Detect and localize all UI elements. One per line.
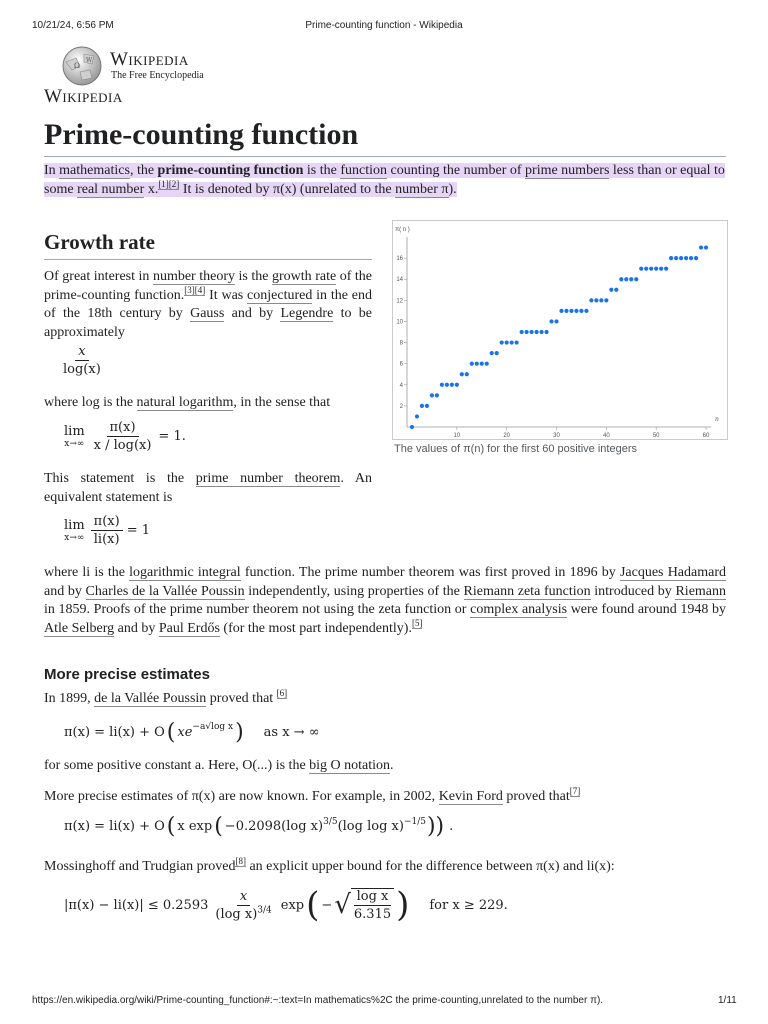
data-point — [410, 425, 414, 429]
data-point — [624, 277, 628, 281]
data-point — [430, 393, 434, 397]
ref-6[interactable]: [6] — [276, 688, 288, 699]
x-tick-label: 60 — [702, 433, 710, 439]
precise-paragraph-2: for some positive constant a. Here, O(...) is the big O notation. — [44, 758, 394, 773]
y-tick-label: 2 — [399, 403, 403, 410]
formula-mossinghoff-trudgian: |π(x) − li(x)| ≤ 0.2593 $\frac{x}{(\log x)^{3/4}}$ exp ( − √ $\frac{\text{log x}}{6.315}$ ) for x ≥ 229. — [64, 885, 508, 925]
x-tick-label: 10 — [453, 433, 461, 439]
link-de-la-vallee-poussin[interactable]: de la Vallée Poussin — [94, 691, 207, 706]
growth-paragraph-3: This statement is the prime number theorem. An equivalent statement is — [44, 471, 372, 505]
x-tick-label: 40 — [603, 433, 610, 439]
precise-paragraph-3: More precise estimates of π(x) are now known. For example, in 2002, Kevin Ford proved that[7] — [44, 786, 581, 804]
formula-dlvp: π(x) = li(x) + O ( xe $^{-a√log x}$ ) as x → ∞ — [64, 720, 320, 745]
wikipedia-wordmark[interactable]: Wikipedia — [110, 49, 189, 70]
link-prime-number-theorem[interactable]: prime number theorem — [195, 471, 341, 486]
y-tick-label: 12 — [396, 298, 403, 305]
link-conjectured[interactable]: conjectured — [247, 287, 313, 303]
growth-paragraph-4: where li is the logarithmic integral function. The prime number theorem was first proved in 1896 by Jacques Hadamard and by Charles de la Vallée Poussin independently, using properties of the Riemann zeta function introduced by Riemann in 1859. Proofs of the prime number theorem not using the zeta function or complex analysis were found around 1948 by Atle Selberg and by Paul Erdős (for the most part independently).[5] — [44, 565, 727, 636]
y-tick-label: 8 — [399, 340, 403, 347]
link-real-number[interactable]: real number — [77, 181, 145, 197]
growth-paragraph-1: Of great interest in number theory is the growth rate of the prime-counting function.[3][4] It was conjectured in the end of the 18th century by Gauss and by Legendre to be approximately — [44, 269, 373, 340]
link-kevin-ford[interactable]: Kevin Ford — [438, 789, 503, 804]
wikipedia-tagline: The Free Encyclopedia — [111, 70, 204, 81]
x-tick-label: 50 — [652, 433, 660, 439]
print-url: https://en.wikipedia.org/wiki/Prime-counting_function#:~:text=In mathematics%2C the prime-counting,unrelated to the number π). — [32, 995, 604, 1006]
data-point — [500, 340, 504, 344]
section-heading-more-precise-estimates: More precise estimates — [44, 666, 210, 683]
link-jacques-hadamard[interactable]: Jacques Hadamard — [619, 565, 726, 580]
link-mathematics[interactable]: mathematics — [59, 163, 130, 178]
print-datetime: 10/21/24, 6:56 PM — [32, 20, 114, 31]
link-number-pi[interactable]: number π — [395, 181, 449, 197]
link-function[interactable]: function — [340, 163, 387, 178]
data-point — [599, 298, 603, 302]
data-point — [679, 256, 683, 260]
link-riemann[interactable]: Riemann — [675, 583, 727, 599]
prime-counting-chart — [393, 221, 727, 439]
data-point — [654, 267, 658, 271]
ref-5[interactable]: [5] — [411, 617, 423, 628]
y-tick-label: 4 — [399, 382, 403, 389]
data-point — [674, 256, 678, 260]
intro-paragraph: In mathematics, the prime-counting function is the function counting the number of prime numbers less than or equal to some real number x.[1][2] It is denoted by π(x) (unrelated to the number π). — [44, 163, 725, 197]
ref-4[interactable]: [4] — [194, 284, 206, 295]
data-point — [495, 351, 499, 355]
data-point — [420, 404, 424, 408]
link-charles-de-la-vallee-poussin[interactable]: Charles de la Vallée Poussin — [85, 583, 245, 599]
section-divider — [44, 259, 372, 260]
y-tick-label: 16 — [396, 256, 403, 263]
y-tick-label: 14 — [396, 277, 403, 284]
link-paul-erdos[interactable]: Paul Erdős — [158, 620, 220, 636]
link-atle-selberg[interactable]: Atle Selberg — [44, 620, 115, 636]
y-tick-label: 10 — [396, 319, 403, 326]
ref-1[interactable]: [1] — [158, 178, 169, 189]
data-point — [415, 414, 419, 418]
data-point — [450, 383, 454, 387]
data-point — [475, 362, 479, 366]
link-number-theory[interactable]: number theory — [152, 269, 235, 284]
link-natural-logarithm[interactable]: natural logarithm — [136, 395, 234, 410]
link-prime-numbers[interactable]: prime numbers — [525, 163, 610, 178]
data-point — [619, 277, 623, 281]
print-page-count: 1/11 — [718, 995, 737, 1006]
data-point — [554, 319, 558, 323]
data-point — [435, 393, 439, 397]
data-point — [584, 309, 588, 313]
data-point — [544, 330, 548, 334]
link-logarithmic-integral[interactable]: logarithmic integral — [129, 565, 241, 580]
y-tick-label: 6 — [399, 361, 403, 368]
data-point — [699, 245, 703, 249]
data-point — [515, 340, 519, 344]
formula-limit-2: lim x→∞ $\frac{\pi(x)}{li(x)}$ = 1 — [64, 514, 150, 547]
data-point — [440, 383, 444, 387]
wikipedia-wordmark-text[interactable]: Wikipedia — [44, 86, 123, 107]
data-point — [704, 245, 708, 249]
x-tick-label: 20 — [503, 433, 511, 439]
bold-term: prime-counting function — [157, 163, 304, 178]
data-point — [490, 351, 494, 355]
data-point — [604, 298, 608, 302]
data-point — [649, 267, 653, 271]
title-divider — [44, 156, 726, 157]
formula-limit-1: lim x→∞ $\frac{\pi(x)}{x / \log(x)}$ = 1. — [64, 420, 186, 453]
data-point — [614, 288, 618, 292]
data-point — [569, 309, 573, 313]
link-big-o-notation[interactable]: big O notation — [309, 758, 391, 773]
data-point — [510, 340, 514, 344]
svg-text:W: W — [86, 57, 93, 64]
data-point — [460, 372, 464, 376]
figure-caption: The values of π(n) for the first 60 positive integers — [394, 443, 637, 455]
x-axis-title: n — [715, 416, 719, 423]
data-point — [559, 309, 563, 313]
growth-paragraph-2: where log is the natural logarithm, in the sense that — [44, 395, 331, 410]
data-point — [534, 330, 538, 334]
section-heading-growth-rate: Growth rate — [44, 230, 155, 254]
data-point — [694, 256, 698, 260]
data-point — [574, 309, 578, 313]
data-point — [664, 267, 668, 271]
figure-frame — [392, 220, 728, 440]
y-axis-title: π( n ) — [395, 227, 410, 233]
data-point — [684, 256, 688, 260]
link-gauss[interactable]: Gauss — [190, 306, 225, 321]
ref-3[interactable]: [3] — [184, 284, 195, 295]
data-point — [609, 288, 613, 292]
data-point — [629, 277, 633, 281]
formula-ford: π(x) = li(x) + O ( x exp ( −0.2098(log x) $^{3/5}$ (log log x) $^{-1/5}$ )) . — [64, 814, 454, 839]
formula-x-over-log-x: $\frac{x}{\log(x)}$ — [63, 344, 101, 377]
data-point — [659, 267, 663, 271]
precise-paragraph-1: In 1899, de la Vallée Poussin proved that [6] — [44, 688, 288, 706]
data-point — [539, 330, 543, 334]
data-point — [485, 362, 489, 366]
data-point — [470, 362, 474, 366]
link-growth-rate[interactable]: growth rate — [272, 269, 337, 284]
x-tick-label: 30 — [553, 433, 560, 439]
ref-2[interactable]: [2] — [168, 178, 180, 189]
link-legendre[interactable]: Legendre — [280, 306, 334, 321]
wikipedia-globe-icon[interactable] — [60, 44, 104, 88]
data-point — [525, 330, 529, 334]
data-point — [564, 309, 568, 313]
data-point — [529, 330, 533, 334]
link-complex-analysis[interactable]: complex analysis — [470, 602, 568, 617]
data-point — [579, 309, 583, 313]
data-point — [634, 277, 638, 281]
data-point — [505, 340, 509, 344]
data-point — [520, 330, 524, 334]
data-point — [669, 256, 673, 260]
data-point — [445, 383, 449, 387]
data-point — [594, 298, 598, 302]
data-point — [639, 267, 643, 271]
data-point — [644, 267, 648, 271]
page-title: Prime-counting function — [44, 118, 359, 151]
ref-8[interactable]: [8] — [235, 856, 246, 867]
print-tab-title: Prime-counting function - Wikipedia — [305, 20, 463, 31]
data-point — [549, 319, 553, 323]
data-point — [480, 362, 484, 366]
data-point — [589, 298, 593, 302]
precise-paragraph-4: Mossinghoff and Trudgian proved[8] an explicit upper bound for the difference between π(x) and li(x): — [44, 856, 615, 874]
data-point — [465, 372, 469, 376]
link-riemann-zeta-function[interactable]: Riemann zeta function — [463, 583, 591, 599]
data-point — [689, 256, 693, 260]
svg-text:Ω: Ω — [74, 62, 80, 70]
data-point — [425, 404, 429, 408]
ref-7[interactable]: [7] — [569, 786, 581, 797]
data-point — [455, 383, 459, 387]
